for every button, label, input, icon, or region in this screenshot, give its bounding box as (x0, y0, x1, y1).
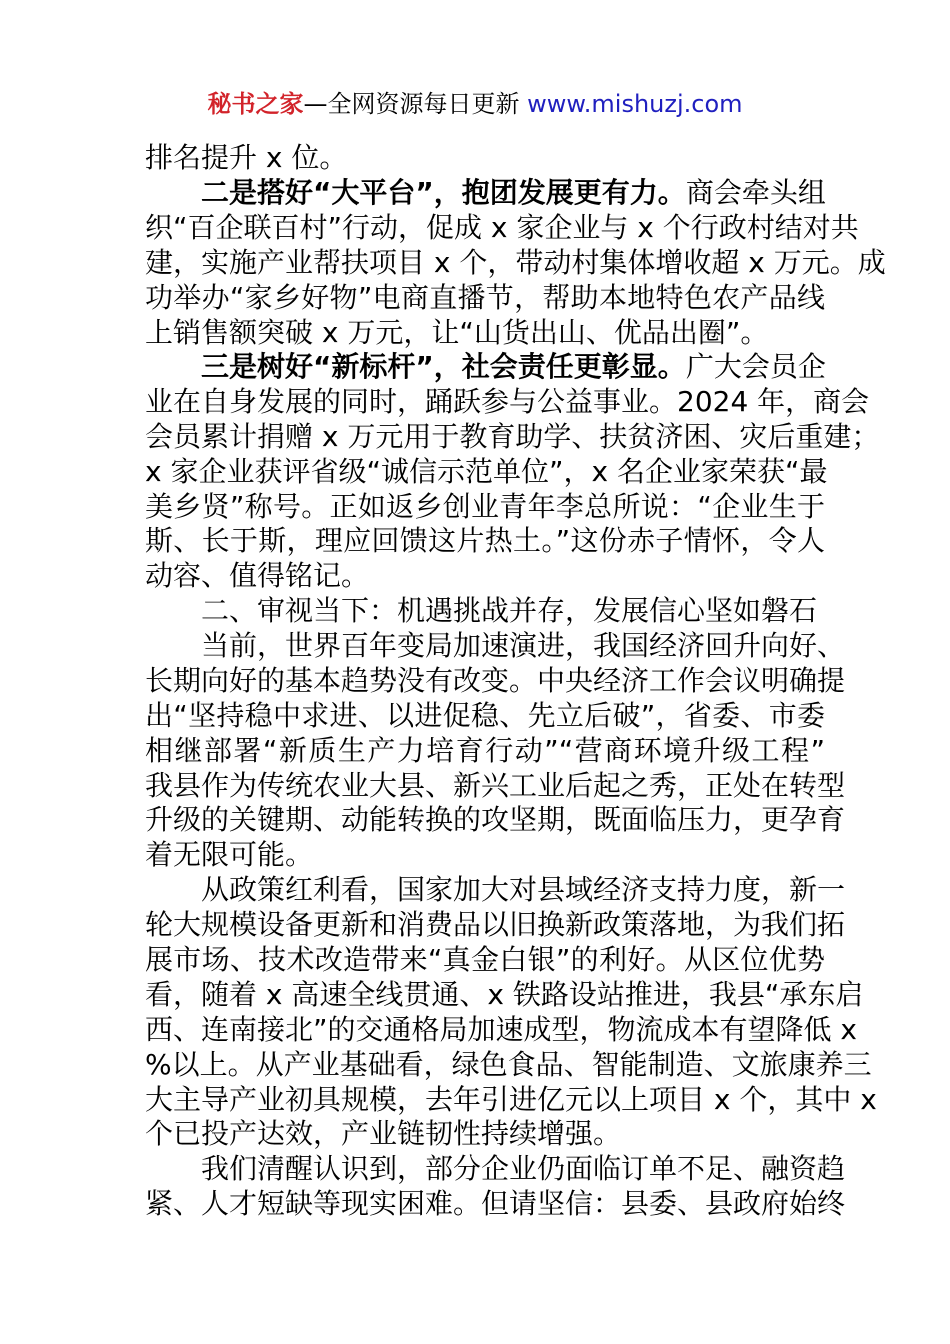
bold-lead-sentence: 三是树好“新标杆”，社会责任更彰显。 (201, 350, 686, 383)
section-heading: 二、审视当下：机遇挑战并存，发展信心坚如磐石 (201, 594, 818, 627)
body-text-line: 从政策红利看，国家加大对县域经济支持力度，新一 (201, 873, 846, 906)
body-text-line: 我县作为传统农业大县、新兴工业后起之秀，正处在转型 (145, 769, 846, 802)
body-text-line: 长期向好的基本趋势没有改变。中央经济工作会议明确提 (145, 664, 846, 697)
body-text-line: 大主导产业初具规模，去年引进亿元以上项目 x 个，其中 x (145, 1083, 877, 1116)
body-text-line: 美乡贤”称号。正如返乡创业青年李总所说：“企业生于 (145, 490, 825, 523)
body-text-line (201, 347, 825, 387)
page-header (0, 86, 950, 122)
body-text-span: 广大会员企 (685, 350, 826, 383)
bold-lead-sentence: 二是搭好“大平台”，抱团发展更有力。 (201, 176, 686, 209)
body-text-span: 商会牵头组 (685, 176, 826, 209)
body-text-line: 个已投产达效，产业链韧性持续增强。 (145, 1117, 622, 1150)
body-text-line: 紧、人才短缺等现实困难。但请坚信：县委、县政府始终 (145, 1187, 846, 1220)
body-text-line: 业在自身发展的同时，踊跃参与公益事业。2024 年，商会 (145, 385, 870, 418)
body-text-line: 排名提升 x 位。 (145, 141, 348, 174)
body-text-line: 着无限可能。 (145, 838, 314, 871)
body-text-line: 出“坚持稳中求进、以进促稳、先立后破”，省委、市委 (145, 699, 825, 732)
body-text-line (201, 173, 825, 213)
body-text-line: 展市场、技术改造带来“真金白银”的利好。从区位优势 (145, 943, 825, 976)
body-text-line: 轮大规模设备更新和消费品以旧换新政策落地，为我们拓 (145, 908, 846, 941)
body-text-line: 上销售额突破 x 万元，让“山货出山、优品出圈”。 (145, 316, 769, 349)
body-text-line: 相继部署“新质生产力培育行动”“营商环境升级工程” (145, 734, 825, 767)
body-text-line: 织“百企联百村”行动，促成 x 家企业与 x 个行政村结对共 (145, 211, 859, 244)
body-text-line: x 家企业获评省级“诚信示范单位”，x 名企业家荣获“最 (145, 455, 828, 488)
body-text-line: 西、连南接北”的交通格局加速成型，物流成本有望降低 x (145, 1013, 857, 1046)
header-url-link[interactable]: www.mishuzj.com (527, 90, 743, 118)
body-text-line: 建，实施产业帮扶项目 x 个，带动村集体增收超 x 万元。成 (145, 246, 886, 279)
body-text-line: 斯、长于斯，理应回馈这片热土。”这份赤子情怀，令人 (145, 524, 825, 557)
body-text-line: 动容、值得铭记。 (145, 559, 370, 592)
body-text-line: 升级的关键期、动能转换的攻坚期，既面临压力，更孕育 (145, 803, 846, 836)
header-brand: 秘书之家 (207, 90, 304, 118)
body-text-line: 会员累计捐赠 x 万元用于教育助学、扶贫济困、灾后重建； (145, 420, 880, 453)
body-text-line: 当前，世界百年变局加速演进，我国经济回升向好、 (201, 629, 846, 662)
body-text-line: 功举办“家乡好物”电商直播节，帮助本地特色农产品线 (145, 281, 825, 314)
body-text-line: 看，随着 x 高速全线贯通、x 铁路设站推进，我县“承东启 (145, 978, 864, 1011)
body-text-line: 我们清醒认识到，部分企业仍面临订单不足、融资趋 (201, 1152, 846, 1185)
header-slogan: —全网资源每日更新 (303, 90, 528, 118)
body-text-line: %以上。从产业基础看，绿色食品、智能制造、文旅康养三 (145, 1048, 872, 1081)
